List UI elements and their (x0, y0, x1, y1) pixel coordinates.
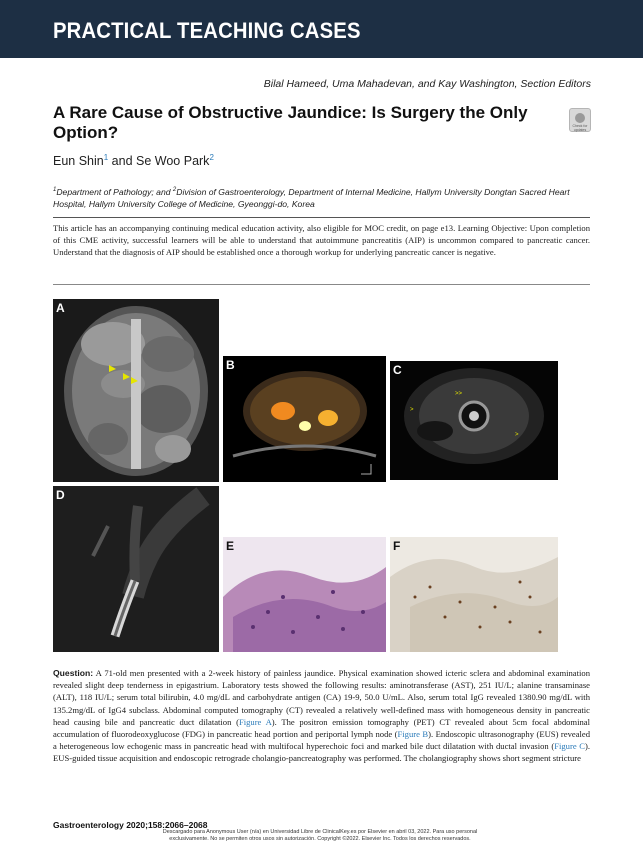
author-name: Se Woo Park (136, 154, 210, 169)
download-notice-line: exclusivamente. No se permiten otros usos sin autorización. Copyright ©2022. Elsevier Inc. Todos los derechos reservados. (169, 836, 471, 842)
figure-a-link[interactable]: Figure A (238, 716, 272, 727)
author-affiliation-ref[interactable]: 2 (209, 153, 214, 162)
panel-label: E (226, 539, 235, 553)
article-title: A Rare Cause of Obstructive Jaundice: Is Surgery the Only Option? (53, 103, 528, 142)
figure-panel-f[interactable] (390, 537, 558, 652)
svg-text:>: > (410, 407, 414, 413)
download-notice (120, 829, 520, 843)
badge-text: Check for updates (572, 124, 588, 132)
question-paragraph (53, 667, 590, 765)
figure-panel-b[interactable] (223, 356, 386, 482)
body-text: ). Endoscopic ultrasonography (EUS) revealed a heterogeneous low echogenic mass in pancreatic head with multifocal hyperechoic foci and marked bile duct dilatation with ductal invasion ( (53, 729, 591, 752)
figure-b-link[interactable]: Figure B (397, 729, 429, 740)
updates-icon (575, 113, 585, 123)
author-list (53, 153, 214, 168)
ct-image (53, 299, 219, 482)
igg4-stain-image (390, 537, 558, 652)
panel-label: F (393, 539, 401, 553)
author-name: Eun Shin (53, 154, 104, 169)
panel-label: D (56, 488, 65, 502)
author-joiner: and (111, 154, 133, 169)
journal-citation: Gastroenterology 2020;158:2066–2068 (53, 820, 208, 830)
panel-label: B (226, 358, 235, 372)
pet-image (223, 356, 386, 482)
affiliation-ref: 2 (172, 187, 177, 193)
svg-text:>>: >> (455, 391, 463, 397)
eus-image (390, 361, 558, 480)
body-text: ). The positron emission tomography (PET) CT revealed about 5cm focal abdominal accumulation of fluorodeoxyglucose (FDG) in pancreatic head portion and periportal lymph node ( (53, 716, 590, 740)
affiliation-ref: 1 (53, 187, 57, 193)
affiliations (53, 184, 583, 210)
affiliation-text: Department of Pathology; and (56, 186, 173, 197)
body-text: ). EUS-guided tissue acquisition and endoscopic retrograde cholangio-pancreatography was performed. The cholangiography shows short segment stricture (53, 741, 590, 764)
question-label: Question: (53, 668, 94, 678)
section-banner (0, 0, 643, 58)
figure-panel-d[interactable] (53, 486, 219, 652)
histology-he-image (223, 537, 386, 652)
author-affiliation-ref[interactable]: 1 (103, 153, 109, 162)
panel-label: A (56, 301, 65, 315)
check-for-updates-badge[interactable] (569, 108, 591, 132)
section-editors: Bilal Hameed, Uma Mahadevan, and Kay Washington, Section Editors (263, 78, 591, 90)
cme-statement: This article has an accompanying continuing medical education activity, also eligible for MOC credit, on page e13. Learning Objective: Upon completion of this CME activity, successful learners will be able to understand that autoimmune pancreatitis (AIP) is uncommon compared to pancreatic cancer. Understand that the diagnosis of AIP should be established once a thorough workup for underlying pancreatic cancer is negative. (53, 223, 590, 257)
cholangiography-image (53, 486, 219, 652)
panel-label: C (393, 363, 402, 377)
divider (53, 217, 590, 218)
body-text: A 71-old men presented with a 2-week history of painless jaundice. Physical examination showed icteric sclera and abdominal examination revealed slight deep tenderness in epigastrium. Laboratory tests showed the following results: aminotransferase (AST), 251 IU/L; alanine transaminase (ALT), 118 IU/L; serum total bilirubin, 4.0 mg/dL and carbohydrate antigen (CA) 19-9, 50.0 U/mL. Also, serum total IgG revealed 1380.90 mg/dL with 135.2mg/dL of IgG4 subclass. Abdominal computed tomography (CT) revealed a relatively well-defined mass with homogeneous density in pancreatic head causing bile and pancreatic duct dilatation ( (53, 668, 590, 727)
figure-panel-c[interactable] (390, 361, 558, 480)
figure-panel-a[interactable] (53, 299, 219, 482)
svg-text:>: > (515, 432, 519, 438)
affiliation-text: Division of Gastroenterology, Department of Internal Medicine, Hallym University Dongtan Sacred Heart Hospital, Hallym University College of Medicine, Gyeonggi-do, Korea (53, 186, 570, 209)
section-title: PRACTICAL TEACHING CASES (53, 18, 361, 43)
divider (53, 284, 590, 285)
download-notice-line: Descargado para Anonymous User (n/a) en Universidad Libre de ClinicalKey.es por Elsevier en abril 03, 2022. Para uso personal (162, 829, 478, 835)
figure-panel-e[interactable] (223, 537, 386, 652)
figure-c-link[interactable]: Figure C (554, 741, 585, 752)
